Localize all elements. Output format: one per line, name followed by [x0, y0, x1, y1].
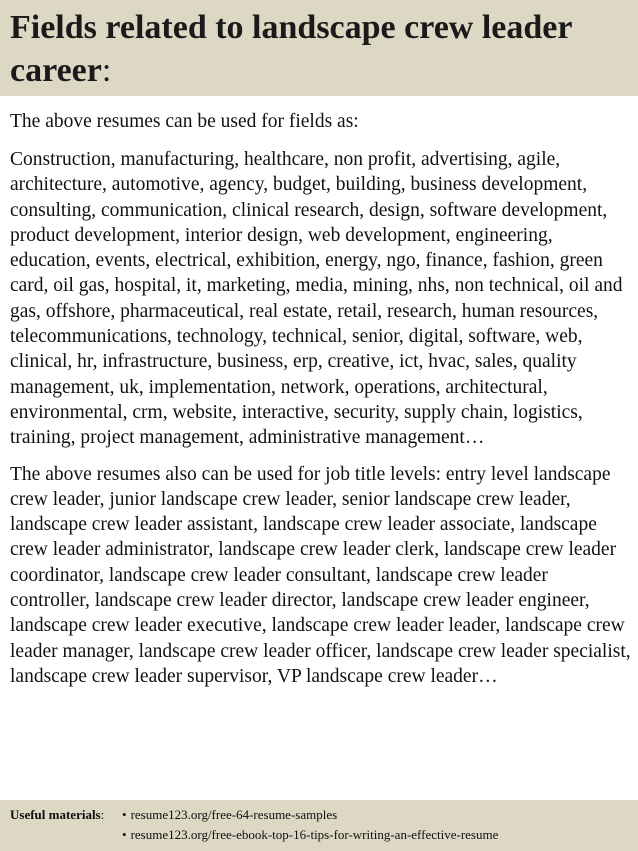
bullet-icon: • — [122, 807, 127, 822]
footer-link-item — [122, 825, 498, 845]
job-levels-paragraph: The above resumes also can be used for job title levels: entry level landscape crew leader, junior landscape crew leader, senior landscape crew leader, landscape crew leader assistant, landscape crew leader associate, landscape crew leader administrator, landscape crew leader clerk, landscape crew leader coordinator, landscape crew leader consultant, landscape crew leader controller, landscape crew leader director, landscape crew leader engineer, landscape crew leader executive, landscape crew leader leader, landscape crew leader manager, landscape crew leader officer, landscape crew leader specialist, landscape crew leader supervisor, VP landscape crew leader… — [10, 463, 631, 687]
page-title — [10, 6, 628, 92]
footer-link-item — [122, 805, 337, 825]
page-title-text: Fields related to landscape crew leader career — [10, 9, 572, 89]
resume-samples-link[interactable]: resume123.org/free-64-resume-samples — [130, 807, 338, 822]
footer-row-2 — [10, 825, 628, 845]
bullet-icon: • — [122, 827, 127, 842]
useful-materials-label-text: Useful materials — [10, 807, 101, 822]
main-content — [10, 109, 632, 700]
useful-materials-colon: : — [100, 807, 105, 822]
page-title-colon: : — [101, 52, 112, 89]
footer-banner — [0, 800, 638, 851]
fields-paragraph: Construction, manufacturing, healthcare, non profit, advertising, agile, architecture, automotive, agency, budget, building, business development, consulting, communication, clinical research, design, software development, product development, interior design, web development, engineering, education, events, electrical, exhibition, energy, ngo, finance, fashion, green card, oil gas, hospital, it, marketing, media, mining, nhs, non technical, oil and gas, offshore, pharmaceutical, real estate, retail, research, human resources, telecommunications, technology, technical, senior, digital, software, web, clinical, hr, infrastructure, business, erp, creative, ict, hvac, sales, quality management, uk, implementation, network, operations, architectural, environmental, crm, website, interactive, security, supply chain, logistics, training, project management, administrative management… — [10, 149, 623, 449]
footer-label-spacer — [10, 825, 122, 845]
title-banner — [0, 0, 638, 96]
intro-text: The above resumes can be used for fields as: — [10, 111, 359, 132]
useful-materials-label — [10, 805, 122, 825]
footer-row-1 — [10, 805, 628, 825]
ebook-tips-link[interactable]: resume123.org/free-ebook-top-16-tips-for-writing-an-effective-resume — [130, 827, 499, 842]
